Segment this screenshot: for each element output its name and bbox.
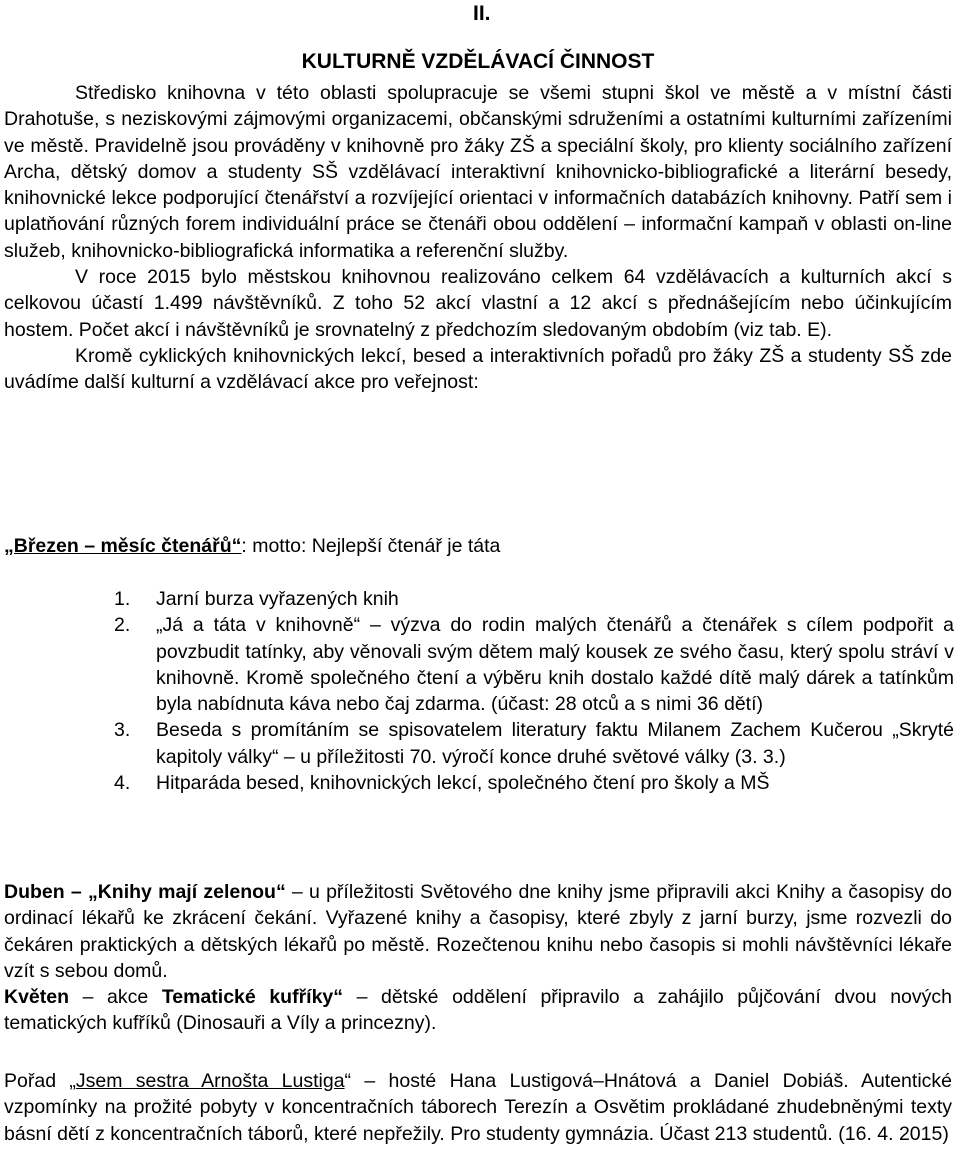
event-pre: Pořad „	[4, 1070, 76, 1092]
intro-paragraph-3: Kromě cyklických knihovnických lekcí, besed a interaktivních pořadů pro žáky ZŠ a studenty SŠ zde uvádíme další kulturní a vzdělávací akce pro veřejnost:	[4, 344, 952, 394]
list-item	[114, 770, 954, 796]
event-title: Jsem sestra Arnošta Lustiga	[75, 1070, 345, 1092]
list-item	[114, 717, 954, 770]
march-events-list	[114, 586, 954, 796]
march-heading	[4, 533, 952, 559]
april-paragraph	[4, 879, 952, 984]
list-item-text: Beseda s promítáním se spisovatelem literatury faktu Milanem Zachem Kučerou „Skryté kapitoly války“ – u příležitosti 70. výročí konce druhé světové války (3. 3.)	[156, 719, 954, 768]
intro-section	[4, 80, 952, 396]
may-paragraph	[4, 984, 952, 1037]
march-label: „Březen – měsíc čtenářů“	[4, 535, 242, 557]
march-motto: : motto: Nejlepší čtenář je táta	[241, 535, 501, 557]
may-lead: Květen	[4, 986, 70, 1009]
april-lead: Duben – „Knihy mají zelenou“	[4, 881, 286, 903]
list-number: 3.	[114, 719, 131, 742]
event-section	[4, 1068, 952, 1147]
chapter-number: II.	[473, 2, 491, 25]
intro-paragraph-2: V roce 2015 bylo městskou knihovnou realizováno celkem 64 vzdělávacích a kulturních akcí s celkovou účastí 1.499 návštěvníků. Z toho 52 akcí vlastní a 12 akcí s přednášejícím nebo účinkujícím hostem. Počet akcí i návštěvníků je srovnatelný z předchozím sledovaným obdobím (viz tab. E).	[4, 266, 952, 341]
chapter-title: KULTURNĚ VZDĚLÁVACÍ ČINNOST	[301, 50, 655, 73]
list-item-text: Jarní burza vyřazených knih	[156, 588, 399, 610]
list-item-text: Hitparáda besed, knihovnických lekcí, společného čtení pro školy a MŠ	[156, 772, 770, 795]
april-may-section	[4, 879, 952, 1037]
may-text: – dětské oddělení připravilo a zahájilo půjčování dvou nových tematických kufříků (Dinosauři a Víly a princezny).	[4, 986, 952, 1035]
list-item	[114, 612, 954, 717]
may-event-name: Tematické kufříky“	[161, 986, 344, 1009]
intro-paragraph-1: Středisko knihovna v této oblasti spolupracuje se všemi stupni škol ve městě a v místní části Drahotuše, s neziskovými zájmovými organizacemi, občanskými sdruženími a ostatními kulturními zařízeními ve městě. Pravidelně jsou prováděny v knihovně pro žáky ZŠ a speciální školy, pro klienty sociálního zařízení Archa, dětský domov a studenty SŠ vzdělávací interaktivní knihovnicko-bibliografické a literární besedy, knihovnické lekce podporující čtenářství a rozvíjející orientaci v informačních databázích knihovny. Patří sem i uplatňování různých forem individuální práce se čtenáři obou oddělení – informační kampaň v oblasti on-line služeb, knihovnicko-bibliografická informatika a referenční služby.	[4, 82, 952, 262]
list-item-text: „Já a táta v knihovně“ – výzva do rodin malých čtenářů a čtenářek s cílem podpořit a povzbudit tatínky, aby věnovali svým dětem malý kousek ze svého času, který spolu stráví v knihovně. Kromě společného čtení a výběru knih dostalo každé dítě malý dárek a tatínkům byla nabídnuta káva nebo čaj zdarma. (účast: 28 otců a s nimi 36 dětí)	[156, 614, 954, 716]
event-paragraph	[4, 1068, 952, 1147]
may-mid: – akce	[69, 986, 162, 1009]
list-item	[114, 586, 954, 612]
list-number: 2.	[114, 614, 131, 637]
list-number: 1.	[114, 588, 131, 610]
april-text: – u příležitosti Světového dne knihy jsme připravili akci Knihy a časopisy do ordinací lékařů ke zkrácení čekání. Vyřazené knihy a časopisy, které zbyly z jarní burzy, jsme rozvezli do čekáren praktických a dětských lékařů po městě. Rozečtenou knihu nebo časopis si mohli návštěvníci lékaře vzít s sebou domů.	[4, 881, 952, 982]
list-number: 4.	[114, 772, 131, 795]
event-text: “ – hosté Hana Lustigová–Hnátová a Daniel Dobiáš. Autentické vzpomínky na prožité pobyty v koncentračních táborech Terezín a Osvětim prokládané zhudebněnými texty básní dětí z koncentračních táborů, které nepřežily. Pro studenty gymnázia. Účast 213 studentů. (16. 4. 2015)	[4, 1070, 952, 1145]
